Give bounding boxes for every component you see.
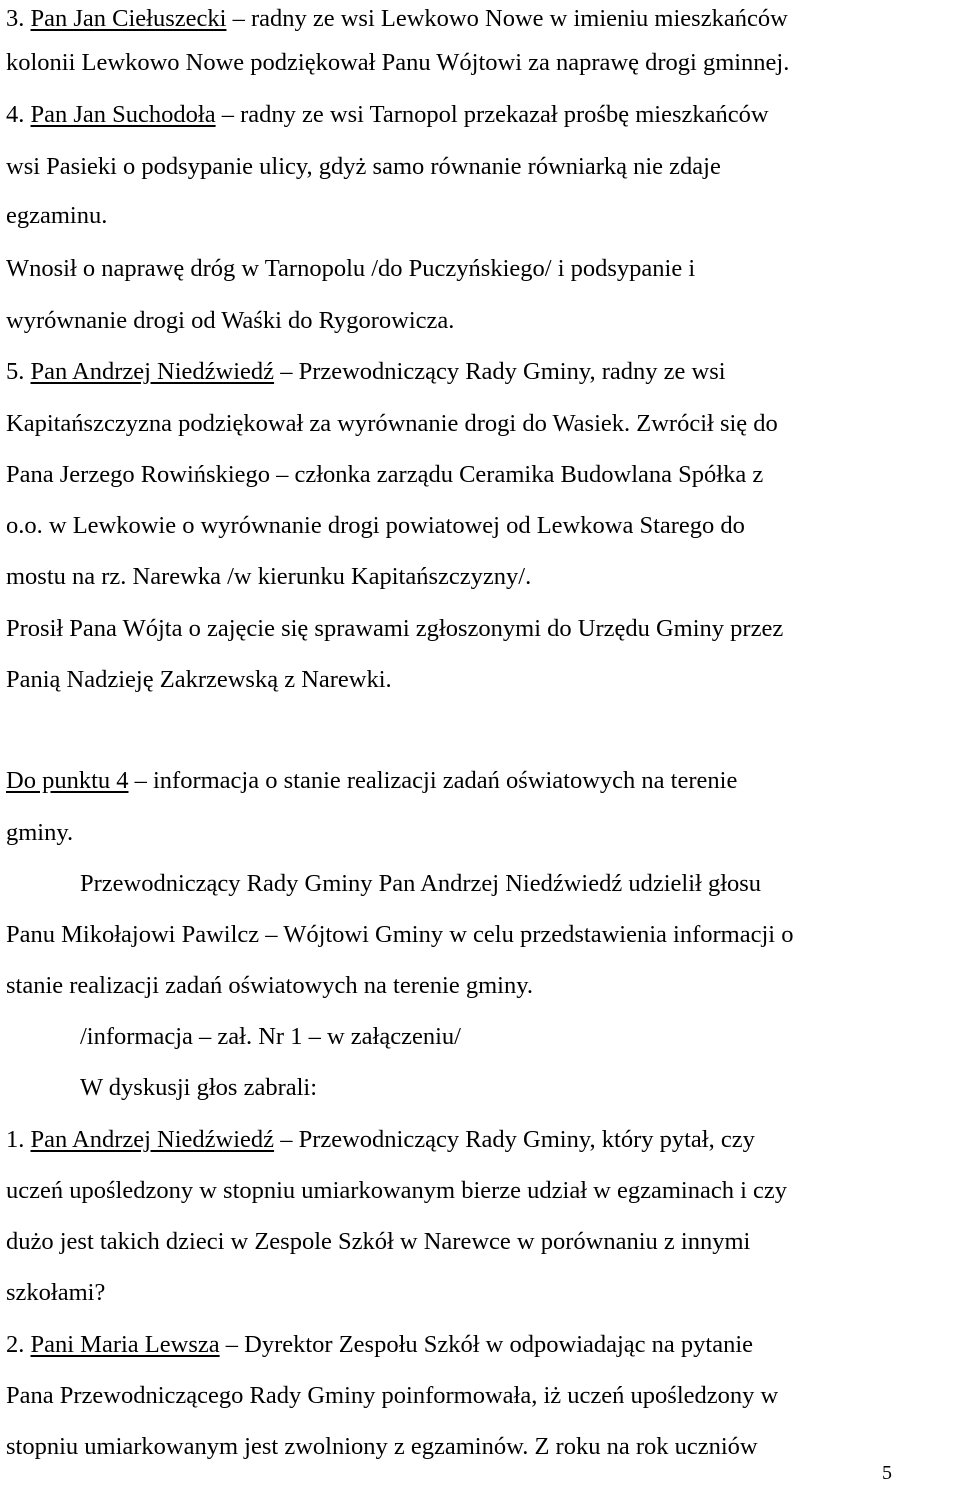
underlined-name: Pan Jan Ciełuszecki (30, 5, 227, 32)
text-run: wyrównanie drogi od Waśki do Rygorowicza. (6, 307, 455, 334)
text-line (6, 1227, 750, 1257)
text-run: 2. (6, 1331, 31, 1358)
underlined-name: Pan Jan Suchodoła (30, 101, 216, 128)
text-line (6, 1125, 755, 1155)
text-run: W dyskusji głos zabrali: (80, 1074, 318, 1101)
page-number: 5 (882, 1462, 892, 1484)
text-line (6, 254, 695, 284)
text-run: uczeń upośledzony w stopniu umiarkowanym bierze udział w egzaminach i czy (6, 1177, 788, 1204)
text-run: Wnosił o naprawę dróg w Tarnopolu /do Puczyńskiego/ i podsypanie i (6, 255, 696, 282)
underlined-name: Pani Maria Lewsza (30, 1331, 220, 1358)
text-run: 3. (6, 5, 31, 32)
text-run: wsi Pasieki o podsypanie ulicy, gdyż samo równanie równiarką nie zdaje (6, 153, 721, 180)
text-run: – radny ze wsi Tarnopol przekazał prośbę mieszkańców (215, 101, 769, 128)
text-run: – radny ze wsi Lewkowo Nowe w imieniu mieszkańców (226, 5, 788, 32)
text-run: o.o. w Lewkowie o wyrównanie drogi powiatowej od Lewkowa Starego do (6, 512, 745, 539)
text-run: gminy. (6, 819, 74, 846)
underlined-name: Pan Andrzej Niedźwiedź (30, 1126, 275, 1153)
text-run: Pana Przewodniczącego Rady Gminy poinformowała, iż uczeń upośledzony w (6, 1382, 779, 1409)
text-run: mostu na rz. Narewka /w kierunku Kapitańszczyzny/. (6, 563, 532, 590)
text-line (6, 1381, 778, 1411)
text-run: 1. (6, 1126, 31, 1153)
underlined-name: Do punktu 4 (6, 767, 129, 794)
text-line (6, 1176, 787, 1206)
text-run: – Dyrektor Zespołu Szkół w odpowiadając na pytanie (219, 1331, 754, 1358)
text-line (6, 1278, 105, 1308)
underlined-name: Pan Andrzej Niedźwiedź (30, 358, 275, 385)
text-run: – informacja o stanie realizacji zadań oświatowych na terenie (128, 767, 738, 794)
text-line (6, 665, 392, 695)
text-line (6, 511, 745, 541)
text-run: dużo jest takich dzieci w Zespole Szkół w Narewce w porównaniu z innymi (6, 1228, 751, 1255)
text-run: Panią Nadzieję Zakrzewską z Narewki. (6, 666, 392, 693)
text-run: /informacja – zał. Nr 1 – w załączeniu/ (80, 1023, 461, 1050)
text-run: Prosił Pana Wójta o zajęcie się sprawami zgłoszonymi do Urzędu Gminy przez (6, 615, 784, 642)
text-run: 4. (6, 101, 31, 128)
text-run: 5. (6, 358, 31, 385)
text-line (6, 306, 454, 336)
text-run: egzaminu. (6, 202, 108, 229)
text-line (6, 766, 737, 796)
text-run: kolonii Lewkowo Nowe podziękował Panu Wójtowi za naprawę drogi gminnej. (6, 49, 790, 76)
text-line (6, 357, 726, 387)
text-line (6, 920, 793, 950)
text-line (6, 100, 769, 130)
text-line (6, 409, 778, 439)
text-line (6, 562, 531, 592)
text-line (6, 818, 73, 848)
text-line (80, 1073, 317, 1103)
text-run: Kapitańszczyzna podziękował za wyrównanie drogi do Wasiek. Zwrócił się do (6, 410, 778, 437)
text-line (6, 152, 721, 182)
text-line (6, 460, 763, 490)
text-line (80, 869, 761, 899)
text-run: – Przewodniczący Rady Gminy, który pytał, czy (274, 1126, 755, 1153)
text-line (6, 1330, 753, 1360)
text-line (6, 614, 783, 644)
text-line (6, 201, 107, 231)
text-line (6, 48, 789, 78)
text-line (80, 1022, 461, 1052)
text-line (6, 1432, 758, 1462)
text-line (6, 4, 788, 34)
text-run: Panu Mikołajowi Pawilcz – Wójtowi Gminy w celu przedstawienia informacji o (6, 921, 794, 948)
text-run: – Przewodniczący Rady Gminy, radny ze wsi (274, 358, 726, 385)
text-run: Pana Jerzego Rowińskiego – członka zarządu Ceramika Budowlana Spółka z (6, 461, 764, 488)
text-run: stopniu umiarkowanym jest zwolniony z egzaminów. Z roku na rok uczniów (6, 1433, 758, 1460)
text-run: stanie realizacji zadań oświatowych na terenie gminy. (6, 972, 533, 999)
text-run: szkołami? (6, 1279, 106, 1306)
text-run: Przewodniczący Rady Gminy Pan Andrzej Niedźwiedź udzielił głosu (80, 870, 762, 897)
text-line (6, 971, 533, 1001)
